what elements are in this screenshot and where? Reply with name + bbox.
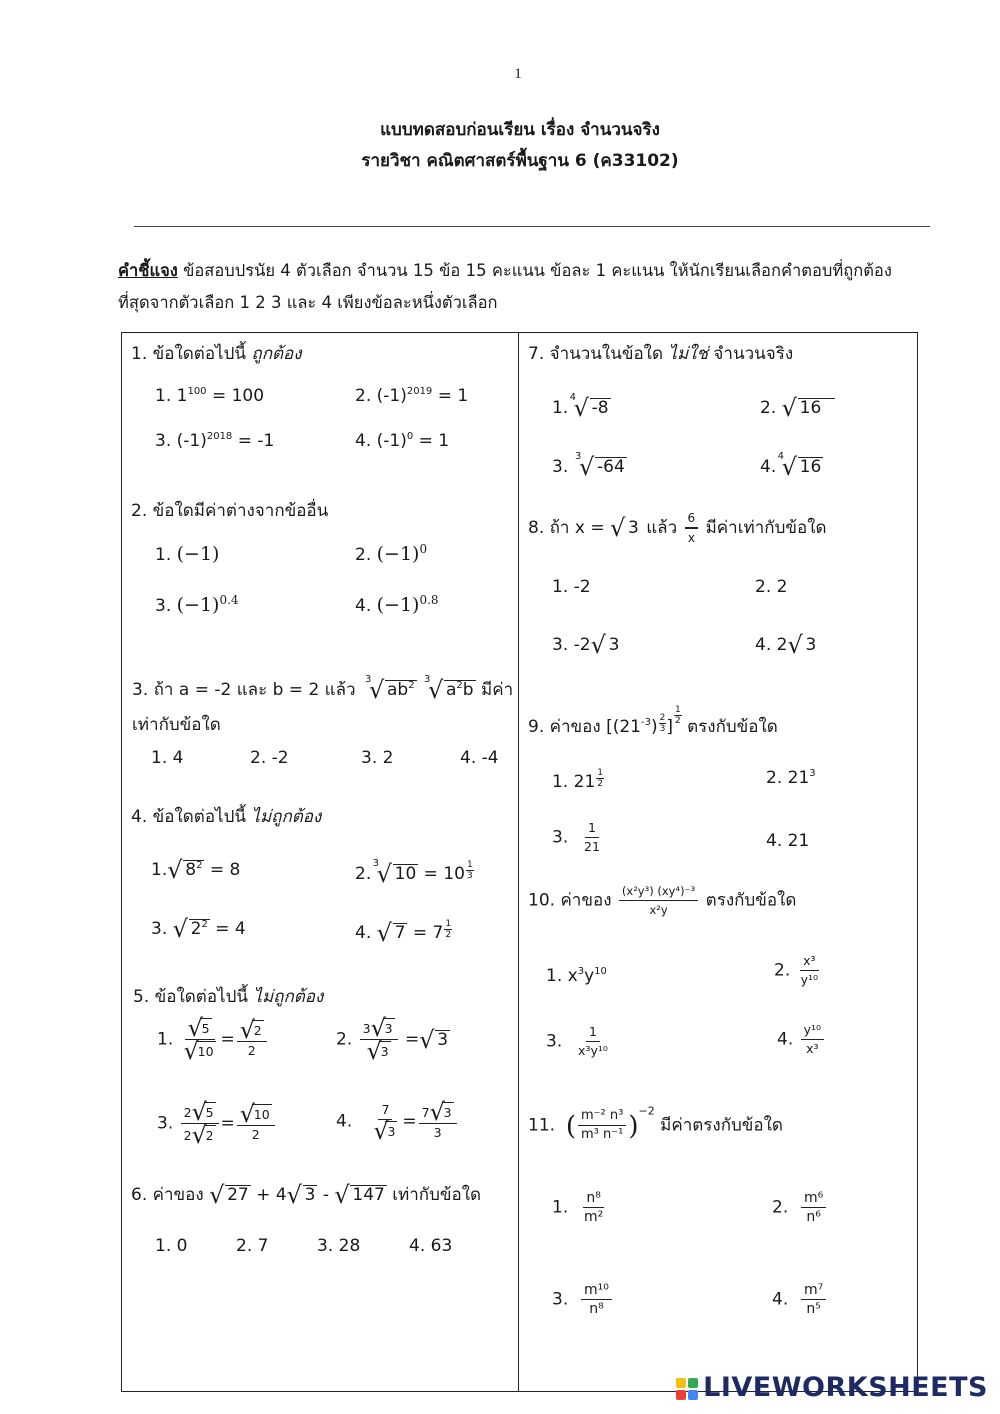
instructions-label: คำชี้แจง — [118, 261, 178, 280]
question-box — [121, 332, 918, 1392]
instructions — [118, 255, 918, 319]
q5-option-3[interactable]: 3. $\frac{2√ 5}{2√ 2}$ = √ $\frac{10}{2}$ — [157, 1102, 277, 1145]
q3-option-4[interactable]: 4. -4 — [460, 748, 499, 768]
q11-option-3[interactable]: 3. $\frac{\text{m¹⁰}}{\text{n⁸}}$ — [552, 1282, 614, 1317]
q8-option-4[interactable]: 4. 2√ 3 — [755, 635, 818, 655]
q4-option-2[interactable]: 2. √ 3 10 = 10 $\frac{1}{3}$ — [355, 860, 474, 884]
q6-option-3[interactable]: 3. 28 — [317, 1236, 361, 1256]
q1-option-1[interactable]: 1. $1^{100} = 100$ — [155, 386, 265, 406]
q9-option-2[interactable]: 2. $21^3$ — [766, 768, 816, 788]
liveworksheets-logo — [675, 1372, 988, 1403]
q4-option-4[interactable]: 4. √ 7 = 7 $\frac{1}{2}$ — [355, 919, 452, 943]
q11-option-1[interactable]: 1. $\frac{\text{n⁸}}{\text{m²}}$ — [552, 1190, 604, 1225]
q10-option-4[interactable]: 4. $\frac{\text{y¹⁰}}{\text{x³}}$ — [777, 1022, 826, 1057]
q10-option-2[interactable]: 2. $\frac{\text{x³}}{\text{y¹⁰}}$ — [774, 953, 819, 987]
q4-option-1[interactable]: 1.√ $8^2 = 8$ — [151, 860, 240, 880]
q5-option-4[interactable]: 4. 7 √ 3 = $\frac{7√ 3}{3}$ — [336, 1102, 459, 1141]
q10-stem: 10. ค่าของ $\frac{\text{(x²y³) (xy⁴)⁻³}}{\text{x²y}}$ ตรงกับข้อใด — [528, 884, 797, 917]
q3-option-1[interactable]: 1. 4 — [151, 748, 184, 768]
q3-option-3[interactable]: 3. 2 — [361, 748, 394, 768]
q2-option-1[interactable]: 1. (−1) — [155, 543, 220, 565]
q3-stem-line2: เท่ากับข้อใด — [132, 715, 221, 735]
q1-option-4[interactable]: 4. $(-1)^0 = 1$ — [355, 431, 450, 451]
q4-option-3[interactable]: 3. √ $2^2 = 4$ — [151, 919, 246, 939]
q11-option-2[interactable]: 2. $\frac{\text{m⁶}}{\text{n⁶}}$ — [772, 1190, 828, 1225]
logo-block-4 — [688, 1390, 698, 1400]
liveworksheets-icon — [675, 1377, 699, 1401]
page-number: 1 — [514, 66, 522, 82]
q6-option-2[interactable]: 2. 7 — [236, 1236, 269, 1256]
q3-stem: 3. ถ้า a = -2 และ b = 2 แล้ว √ 3 $ab^2$ √ 3 $a^2b$ มีค่า — [132, 676, 513, 703]
logo-block-3 — [676, 1390, 686, 1400]
q6-option-4[interactable]: 4. 63 — [409, 1236, 453, 1256]
q5-option-1[interactable]: 1. √ 5 √ 10 = √ $\frac{2}{2}$ — [157, 1018, 269, 1061]
q5-option-2[interactable]: 2. 3√ 3 √ 3 =√ 3 — [336, 1018, 450, 1061]
q3-option-2[interactable]: 2. -2 — [250, 748, 289, 768]
q2-stem: 2. ข้อใดมีค่าต่างจากข้ออื่น — [131, 501, 329, 521]
q10-option-3[interactable]: 3. $\frac{1}{\text{x³y¹⁰}}$ — [546, 1024, 608, 1058]
q11-option-4[interactable]: 4. $\frac{\text{m⁷}}{\text{n⁵}}$ — [772, 1282, 828, 1317]
q8-option-3[interactable]: 3. -2√ 3 — [552, 635, 621, 655]
q9-option-3[interactable]: 3. $\frac{1}{21}$ — [552, 820, 600, 854]
q11-stem: 11. ( $\frac{\text{m⁻² n³}}{\text{m³ n⁻¹}}$ )$^{-2}$ มีค่าตรงกับข้อใด — [528, 1104, 783, 1142]
q6-stem: 6. ค่าของ √ 27 + 4√ 3 - √ 147 เท่ากับข้อใด — [131, 1181, 481, 1208]
q1-stem: 1. ข้อใดต่อไปนี้ ถูกต้อง — [131, 344, 302, 364]
instructions-text: ข้อสอบปรนัย 4 ตัวเลือก จำนวน 15 ข้อ 15 คะแนน ข้อละ 1 คะแนน ให้นักเรียนเลือกคำตอบที่ถูกต้องที่สุดจากตัวเลือก 1 2 3 และ 4 เพียงข้อละหนึ่งตัวเลือก — [118, 261, 892, 312]
q10-option-1[interactable]: 1. $x^3y^{10}$ — [546, 966, 607, 986]
column-divider — [518, 332, 519, 1391]
q2-option-3[interactable]: 3. $(-1)^{0.4}$ — [155, 593, 239, 616]
brand-name: LIVEWORKSHEETS — [703, 1372, 988, 1403]
q7-option-2[interactable]: 2. √ 16 — [760, 398, 835, 418]
page-subtitle: รายวิชา คณิตศาสตร์พื้นฐาน 6 (ค33102) — [361, 151, 679, 171]
q2-option-4[interactable]: 4. $(-1)^{0.8}$ — [355, 593, 439, 616]
q7-option-1[interactable]: 1. √ 4 -8 — [552, 398, 611, 418]
page-title: แบบทดสอบก่อนเรียน เรื่อง จำนวนจริง — [380, 120, 660, 140]
q7-option-3[interactable]: 3. √ 3 -64 — [552, 457, 627, 477]
q8-option-2[interactable]: 2. 2 — [755, 577, 788, 597]
q1-option-3[interactable]: 3. $(-1)^{2018} = -1$ — [155, 431, 275, 451]
q7-option-4[interactable]: 4. √ 4 16 — [760, 457, 823, 477]
q9-stem: 9. ค่าของ [$(21^{-3})$ $\frac{2}{3}$ ] $\frac{1}{2}$ ตรงกับข้อใด — [528, 705, 778, 737]
logo-block-1 — [676, 1378, 686, 1388]
q2-option-2[interactable]: 2. $(-1)^0$ — [355, 542, 428, 565]
q5-stem: 5. ข้อใดต่อไปนี้ ไม่ถูกต้อง — [133, 987, 324, 1007]
logo-block-2 — [688, 1378, 698, 1388]
q4-stem: 4. ข้อใดต่อไปนี้ ไม่ถูกต้อง — [131, 807, 322, 827]
q6-option-1[interactable]: 1. 0 — [155, 1236, 188, 1256]
q9-option-4[interactable]: 4. 21 — [766, 831, 810, 851]
divider — [134, 226, 930, 227]
q8-option-1[interactable]: 1. -2 — [552, 577, 591, 597]
q7-stem: 7. จำนวนในข้อใด ไม่ใช่ จำนวนจริง — [528, 344, 794, 364]
q8-stem: 8. ถ้า x = √ 3 แล้ว $\frac{6}{x}$ มีค่าเท่ากับข้อใด — [528, 510, 827, 546]
q1-option-2[interactable]: 2. $(-1)^{2019} = 1$ — [355, 386, 469, 406]
q9-option-1[interactable]: 1. 21 $\frac{1}{2}$ — [552, 768, 603, 792]
